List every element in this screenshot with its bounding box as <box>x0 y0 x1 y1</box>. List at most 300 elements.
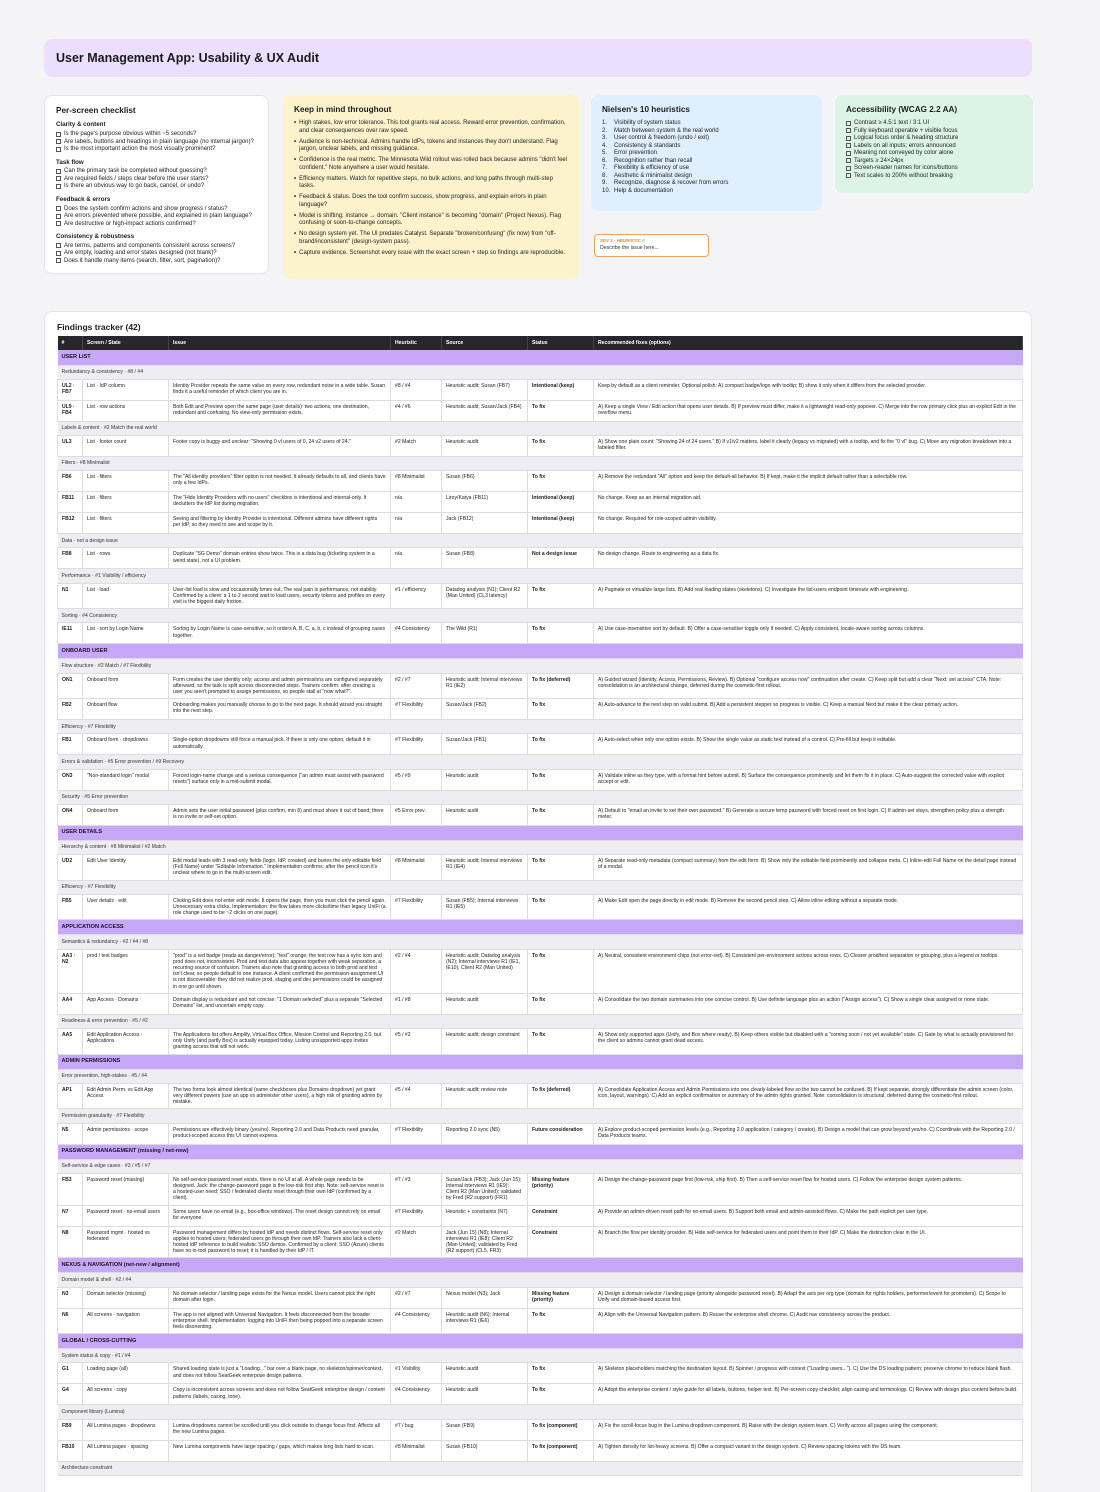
checklist-item <box>56 250 257 258</box>
recommended-fixes-cell: A) Fix the scroll-focus bug in the Lumina dropdown component. B) Raise with the design system team. C) Verify across all pages using the component. <box>594 1419 1023 1440</box>
group-label: Performance · #1 Visibility / efficiency <box>58 569 1023 583</box>
nielsen-list <box>602 120 811 195</box>
heuristic-cell: #2 Match <box>391 435 442 456</box>
finding-id-cell: FB12 <box>58 513 83 534</box>
issue-cell: The "Hide Identity Providers with no users" checkbox is intentional and internal-only. It declutters the IdP list during migration. <box>169 492 391 513</box>
recommended-fixes-cell: A) Show only supported apps (Unify, and Box where ready). B) Keep others visible but disabled with a "coming soon / not yet available" state. C) Gate by what is actually provisioned for the client so admins cannot grant dead access. <box>594 1029 1023 1055</box>
finding-id-cell: UL9 · FB4 <box>58 400 83 421</box>
bullet-icon: • <box>294 249 297 256</box>
issue-cell: No self-service password reset exists, there is no UI at all. A whole page needs to be designed. Jack: the change-password page is the low-risk first ship. Note: self-service reset is a hosted-user need; SSO / federated clients reset through their own IdP (confirmed by a client). <box>169 1173 391 1205</box>
heuristic-cell: #4 Consistency <box>391 1384 442 1405</box>
screen-state-cell: Password mgmt · hosted vs federated <box>83 1226 169 1258</box>
status-cell: To fix <box>528 949 594 993</box>
keep-in-mind-item <box>294 231 568 246</box>
table-row[interactable] <box>58 435 1023 456</box>
issue-cell: Both Edit and Preview open the same page (user details): two actions, one destination, redundant and confusing. No view-only permission exists. <box>169 400 391 421</box>
recommended-fixes-cell: A) Make Edit open the page directly in edit mode. B) Remove the second pencil step. C) Allow inline editing without a separate mode. <box>594 894 1023 920</box>
table-row[interactable] <box>58 513 1023 534</box>
source-cell: Heuristic audit; Susan (FB7) <box>442 379 528 400</box>
checkbox-icon[interactable] <box>56 147 61 152</box>
finding-id-cell: ON4 <box>58 804 83 825</box>
checkbox-icon[interactable] <box>846 166 851 171</box>
checkbox-icon[interactable] <box>846 158 851 163</box>
group-label: Semantics & redundancy · #2 / #4 / #8 <box>58 935 1023 949</box>
group-label: Architecture constraint <box>58 1461 1023 1475</box>
group-label: Redundancy & consistency · #8 / #4 <box>58 365 1023 379</box>
screen-state-cell: List · filters <box>83 513 169 534</box>
issue-cell: Identity Provider repeats the same value on every row, redundant noise in a wide table. Susan finds it a useful reminder of which client you are in. <box>169 379 391 400</box>
title-banner <box>44 39 1032 77</box>
heuristic-text: Flexibility & efficiency of use <box>614 165 689 172</box>
bullet-icon: • <box>294 157 297 164</box>
table-row[interactable] <box>58 1226 1023 1258</box>
group-label: Domain model & shell · #2 / #4 <box>58 1273 1023 1287</box>
issue-cell: Lumina dropdowns cannot be scrolled until you click outside to change focus first. Affects all the new Lumina pages. <box>169 1419 391 1440</box>
table-header-row <box>58 336 1023 350</box>
wcag-item-text: Text scales to 200% without breaking <box>854 172 953 179</box>
table-row[interactable] <box>58 1308 1023 1334</box>
table-row[interactable] <box>58 993 1023 1014</box>
keep-in-mind-item <box>294 139 568 154</box>
issue-cell: Edit modal leads with 3 read-only fields (login, IdP, created) and buries the only editable field (Full Name) under "Editable Information." Implementation confirms: after the pencil icon it's unclear where to go in the multi-screen edit. <box>169 854 391 880</box>
source-cell: Heuristic audit; design constraint <box>442 1029 528 1055</box>
recommended-fixes-cell: A) Neutral, consistent environment chips (not error-red). B) Consistent per-environment actions across rows. C) Clearer prod/test separation or grouping, plus a legend or tooltips. <box>594 949 1023 993</box>
bullet-icon: • <box>294 212 297 219</box>
group-row <box>58 534 1023 548</box>
keep-in-mind-item <box>294 176 568 191</box>
checkbox-icon[interactable] <box>56 169 61 174</box>
screen-state-cell: List · row actions <box>83 400 169 421</box>
column-header: Source <box>442 336 528 350</box>
table-row[interactable] <box>58 1123 1023 1144</box>
table-row[interactable] <box>58 673 1023 699</box>
checkbox-icon[interactable] <box>56 176 61 181</box>
table-row[interactable] <box>58 949 1023 993</box>
status-cell: To fix <box>528 1308 594 1334</box>
screen-state-cell: List · rows <box>83 548 169 569</box>
wcag-item <box>846 135 1022 143</box>
issue-cell: Duplicate "SG Demo" domain entries show twice. This is a data bug (ticketing system in a weird state), not a UI problem. <box>169 548 391 569</box>
column-header: Heuristic <box>391 336 442 350</box>
group-label: Hierarchy & content · #8 Minimalist / #2 Match <box>58 840 1023 854</box>
findings-table <box>57 336 1023 1476</box>
table-row[interactable] <box>58 1083 1023 1109</box>
group-label: Permission granularity · #7 Flexibility <box>58 1109 1023 1123</box>
status-cell: Missing feature (priority) <box>528 1287 594 1308</box>
heuristic-cell: #4 Consistency <box>391 1308 442 1334</box>
heuristic-cell: #2 / #4 <box>391 949 442 993</box>
checklist-item <box>56 213 257 221</box>
group-row <box>58 609 1023 623</box>
group-label: Filters · #8 Minimalist <box>58 456 1023 470</box>
table-row[interactable] <box>58 1205 1023 1226</box>
heuristic-item <box>602 120 811 128</box>
table-row[interactable] <box>58 854 1023 880</box>
heuristic-cell: #1 Visibility <box>391 1363 442 1384</box>
heuristic-cell: #7 Flexibility <box>391 699 442 720</box>
group-label: Readiness & error prevention · #5 / #2 <box>58 1014 1023 1028</box>
finding-id-cell: FB2 <box>58 699 83 720</box>
group-row <box>58 569 1023 583</box>
table-row[interactable] <box>58 471 1023 492</box>
heuristic-item <box>602 128 811 136</box>
checkbox-icon[interactable] <box>56 243 61 248</box>
status-cell: Not a design issue <box>528 548 594 569</box>
group-row <box>58 456 1023 470</box>
group-row <box>58 755 1023 769</box>
recommended-fixes-cell: A) Explore product-scoped permission levels (e.g., Reporting 2.0 application / category / creator). B) Design a model that can grow beyond yes/no. C) Coordinate with the Reporting 2.0 / Data Products teams. <box>594 1123 1023 1144</box>
issue-cell: No domain selector / landing page exists for the Nexus model. Users cannot pick the right domain after login. <box>169 1287 391 1308</box>
group-row <box>58 1405 1023 1419</box>
wcag-item-text: Fully keyboard operable + visible focus <box>854 127 958 134</box>
table-row[interactable] <box>58 1419 1023 1440</box>
screen-state-cell: Edit Application Access · Applications <box>83 1029 169 1055</box>
heuristic-cell: #8 Minimalist <box>391 854 442 880</box>
status-cell: To fix <box>528 1384 594 1405</box>
section-label: PASSWORD MANAGEMENT (missing / net-new) <box>58 1144 1023 1159</box>
keep-in-mind-text: Model is shifting: instance → domain. "Client instance" is becoming "domain" (Project Nexus). Flag confusing or soon-to-change concepts. <box>299 212 562 227</box>
recommended-fixes-cell: A) Validate inline as they type, with a format hint before submit. B) Surface the consequence prominently and let them fix it in place. C) Auto-suggest the corrected value with explicit accept or edit. <box>594 769 1023 790</box>
wcag-item <box>846 150 1022 158</box>
status-cell: To fix (component) <box>528 1419 594 1440</box>
table-row[interactable] <box>58 583 1023 609</box>
checklist-item-text: Is the page's purpose obvious within ~5 seconds? <box>64 131 197 137</box>
table-row[interactable] <box>58 492 1023 513</box>
table-body <box>58 350 1023 1475</box>
group-row <box>58 421 1023 435</box>
checkbox-icon[interactable] <box>56 214 61 219</box>
heuristic-number: 1. <box>602 120 608 127</box>
group-label: Labels & content · #2 Match the real world <box>58 421 1023 435</box>
recommended-fixes-cell: A) Provide an admin-driven reset path for no-email users. B) Support both email and admin-assisted flows. C) Make the path explicit per user type. <box>594 1205 1023 1226</box>
source-cell: Susan (FB8) <box>442 548 528 569</box>
checklist-item <box>56 168 257 176</box>
issue-cell: "prod" is a red badge (reads as danger/error); "test" orange; the test row has a sync icon and prod does not, inconsistent. Prod and test data also appear together with weak separation, a recurring source of confusion. Trainers also note that granting access to both prod and test isn't clear, so people default to one instance. A client confirmed the permission-assignment UI is not discoverable: they did not realize prod, staging and dev permissions could be assigned in one go until shown. <box>169 949 391 993</box>
group-label: Sorting · #4 Consistency <box>58 609 1023 623</box>
checkbox-icon[interactable] <box>56 184 61 189</box>
checklist-section-title: Feedback & errors <box>56 195 111 203</box>
screen-state-cell: List · sort by Login Name <box>83 623 169 644</box>
source-cell: Susan (FB9) <box>442 1419 528 1440</box>
wcag-item-text: Contrast ≥ 4.5:1 text / 3:1 UI <box>854 120 929 127</box>
heuristic-cell: #7 Flexibility <box>391 1205 442 1226</box>
finding-id-cell: FB10 <box>58 1440 83 1461</box>
issue-cell: Domain display is redundant and not concise: "1 Domain selected" plus a separate "Selected Domains" list, and uncertain empty copy. <box>169 993 391 1014</box>
heuristic-number: 9. <box>602 180 608 187</box>
keep-in-mind-item <box>294 213 568 228</box>
recommended-fixes-cell: A) Paginate or virtualize large lists. B) Add real loading states (skeletons). C) Investigate the list-users endpoint timeouts with engineering. <box>594 583 1023 609</box>
status-cell: To fix <box>528 435 594 456</box>
keep-in-mind-list <box>294 120 568 257</box>
wcag-list <box>846 120 1022 180</box>
issue-cell: Onboarding makes you manually choose to go to the next page. It should wizard you straight into the next step. <box>169 699 391 720</box>
screen-state-cell: Onboard form · dropdowns <box>83 734 169 755</box>
checkbox-icon[interactable] <box>56 206 61 211</box>
recommended-fixes-cell: A) Separate read-only metadata (compact summary) from the edit form. B) Show only the editable field prominently and collapse meta. C) Inline-edit Full Name on the detail page instead of a modal. <box>594 854 1023 880</box>
issue-cell: Shared loading state is just a "Loading..." bar over a blank page, no skeleton/spinner/context, and does not follow SeatGeek enterprise design patterns. <box>169 1363 391 1384</box>
status-cell: To fix <box>528 734 594 755</box>
checkbox-icon[interactable] <box>846 128 851 133</box>
heuristic-text: User control & freedom (undo / exit) <box>614 135 710 142</box>
wcag-card <box>835 95 1033 193</box>
recommended-fixes-cell: A) Guided wizard (Identity, Access, Permissions, Review). B) Optional "configure access now" continuation after create. C) Keep split but add a clear "Next: set access" CTA. Note: consolidation is an architectural change, deferred during the cosmetic-first rollout. <box>594 673 1023 699</box>
checklist-item-text: Are required fields / steps clear before the user starts? <box>64 175 209 182</box>
heuristic-item <box>602 158 811 166</box>
checklist-section-title: Clarity & content <box>56 121 106 129</box>
heuristic-item <box>602 180 811 188</box>
table-row[interactable] <box>58 548 1023 569</box>
screen-state-cell: Onboard form <box>83 673 169 699</box>
wcag-item <box>846 173 1022 181</box>
table-row[interactable] <box>58 1287 1023 1308</box>
issue-cell: New Lumina components have large spacing / gaps, which makes long lists hard to scan. <box>169 1440 391 1461</box>
table-row[interactable] <box>58 1384 1023 1405</box>
section-row <box>58 1258 1023 1273</box>
checklist-item-text: Are destructive or high-impact actions confirmed? <box>64 220 196 227</box>
source-cell: The Wild (R1) <box>442 623 528 644</box>
heuristic-cell: #5 / #4 <box>391 1083 442 1109</box>
section-row <box>58 350 1023 365</box>
heuristic-cell: #5 Error prev. <box>391 804 442 825</box>
source-cell: Heuristic audit <box>442 769 528 790</box>
finding-id-cell: UL2 · FB7 <box>58 379 83 400</box>
table-row[interactable] <box>58 1029 1023 1055</box>
recommended-fixes-cell: A) Consolidate the two domain summaries into one concise control. B) Use definite language plus an action ("Assign access"). C) Show a single clear assigned or none state. <box>594 993 1023 1014</box>
status-cell: To fix <box>528 471 594 492</box>
checkbox-icon[interactable] <box>846 173 851 178</box>
heuristic-cell: #7 / #3 <box>391 1173 442 1205</box>
issue-cell: Some users have no email (e.g., box-office windows). The reset design cannot rely on email for everyone. <box>169 1205 391 1226</box>
wcag-item <box>846 165 1022 173</box>
status-cell: To fix <box>528 804 594 825</box>
finding-id-cell: AA4 <box>58 993 83 1014</box>
recommended-fixes-cell: No change. Required for role-scoped admin visibility. <box>594 513 1023 534</box>
checkbox-icon[interactable] <box>56 258 61 263</box>
column-header: Recommended fixes (options) <box>594 336 1023 350</box>
finding-id-cell: AP1 <box>58 1083 83 1109</box>
group-row <box>58 365 1023 379</box>
table-row[interactable] <box>58 734 1023 755</box>
keep-in-mind-item <box>294 194 568 209</box>
checklist-section-title: Task flow <box>56 158 84 166</box>
screen-state-cell: Onboard flow <box>83 699 169 720</box>
nielsen-heuristics-card <box>591 95 822 211</box>
issue-cell: The two forms look almost identical (same checkboxes plus Domains dropdown) yet grant very different powers (use an app vs administer other users), a high risk of granting admin by mistake. <box>169 1083 391 1109</box>
severity-note-template[interactable] <box>594 234 709 257</box>
keep-in-mind-text: Capture evidence. Screenshot every issue with the exact screen + step so findings are reproducible. <box>299 249 566 256</box>
issue-cell: Copy is inconsistent across screens and does not follow SeatGeek enterprise design / content patterns (labels, casing, tone). <box>169 1384 391 1405</box>
source-cell: Heuristic audit; Datadog analysis (N2); Internal interviews R1 (IE1, IE10); Client R2 (Man United) <box>442 949 528 993</box>
checklist-item-text: Is there an obvious way to go back, cancel, or undo? <box>64 183 205 190</box>
table-row[interactable] <box>58 769 1023 790</box>
source-cell: Jack (Jun 15) (N8); Internal interviews R1 (IE8); Client R2 (Man United); validated by Fred (R2 support) (CL5, FR3) <box>442 1226 528 1258</box>
checkbox-icon[interactable] <box>56 139 61 144</box>
checklist-item <box>56 206 257 214</box>
source-cell: Susan (FB6) <box>442 471 528 492</box>
heuristic-cell: #7 Flexibility <box>391 734 442 755</box>
checkbox-icon[interactable] <box>846 121 851 126</box>
heuristic-cell: #2 / #7 <box>391 673 442 699</box>
recommended-fixes-cell: A) Design a domain selector / landing page (priority alongside password reset). B) Adapt the axis per org type (domain for rights holders, performer/event for promoters). C) Scope to Unify and domain-based access first. <box>594 1287 1023 1308</box>
status-cell: Constraint <box>528 1226 594 1258</box>
group-row <box>58 1273 1023 1287</box>
screen-state-cell: Domain selector (missing) <box>83 1287 169 1308</box>
keep-in-mind-text: Audience is non-technical. Admins handle IdPs, tokens and instances they don't understand. Flag jargon, unclear labels, and missing guidance. <box>299 138 558 153</box>
wcag-title: Accessibility (WCAG 2.2 AA) <box>846 105 958 114</box>
keep-in-mind-text: No design system yet. The UI predates Catalyst. Separate "broken/confusing" (fix now) from "off-brand/inconsistent" (design-system pass). <box>299 231 556 245</box>
bullet-icon: • <box>294 138 297 145</box>
wcag-item <box>846 128 1022 136</box>
status-cell: To fix <box>528 623 594 644</box>
checklist-item <box>56 131 257 139</box>
section-label: APPLICATION ACCESS <box>58 920 1023 935</box>
recommended-fixes-cell: A) Adopt the enterprise content / style guide for all labels, buttons, helper text. B) Per-screen copy checklist; align casing and terminology. C) Review with design plus content before build. <box>594 1384 1023 1405</box>
heuristic-cell: n/a <box>391 513 442 534</box>
table-row[interactable] <box>58 623 1023 644</box>
table-row[interactable] <box>58 1173 1023 1205</box>
group-row <box>58 1349 1023 1363</box>
heuristic-number: 5. <box>602 150 608 157</box>
heuristic-text: Recognition rather than recall <box>614 157 693 164</box>
recommended-fixes-cell: A) Design the change-password page first (low-risk, ship first). B) Then a self-service reset flow for hosted users. C) Follow the enterprise design system patterns. <box>594 1173 1023 1205</box>
issue-cell: Forced login-name change and a serious consequence ("an admin must assist with password resets") surface only in a mid-submit modal. <box>169 769 391 790</box>
screen-state-cell: List · footer count <box>83 435 169 456</box>
keep-in-mind-text: Confidence is the real metric. The Minnesota Wild rollout was rolled back because admins "didn't feel confident." Note anywhere a user would hesitate. <box>299 157 568 171</box>
issue-cell: Form creates the user identity only; access and admin permissions are configured separately afterward, so the task is split across disconnected steps. Trainers confirm: after creating a user you aren't prompted to assign permissions, so people stall at "now what?". <box>169 673 391 699</box>
screen-state-cell: User details · edit <box>83 894 169 920</box>
checklist-body <box>56 121 257 265</box>
source-cell: Susan/Jack (FB2) <box>442 699 528 720</box>
heuristic-text: Consistency & standards <box>614 142 681 149</box>
status-cell: To fix (deferred) <box>528 1083 594 1109</box>
checklist-item-text: Are errors prevented where possible, and explained in plain language? <box>64 213 252 219</box>
wcag-item-text: Screen-reader names for icons/buttons <box>854 165 958 172</box>
checklist-item-text: Is the most important action the most visually prominent? <box>64 146 216 152</box>
status-cell: Constraint <box>528 1205 594 1226</box>
source-cell: Datadog analysis (N1); Client R2 (Man United) (CL3 latency) <box>442 583 528 609</box>
heuristic-item <box>602 143 811 151</box>
status-cell: To fix <box>528 583 594 609</box>
checklist-item-text: Are labels, buttons and headings in plain language (no internal jargon)? <box>64 138 254 145</box>
group-label: System status & copy · #1 / #4 <box>58 1349 1023 1363</box>
recommended-fixes-cell: A) Auto-advance to the next step on valid submit. B) Add a persistent stepper so progress is visible. C) Keep a manual Next but make it the clear primary action. <box>594 699 1023 720</box>
group-row <box>58 1069 1023 1083</box>
finding-id-cell: UD2 <box>58 854 83 880</box>
screen-state-cell: prod / test badges <box>83 949 169 993</box>
column-header: Status <box>528 336 594 350</box>
table-row[interactable] <box>58 894 1023 920</box>
table-row[interactable] <box>58 804 1023 825</box>
checkbox-icon[interactable] <box>846 151 851 156</box>
group-label: Data · not a design issue <box>58 534 1023 548</box>
source-cell: Heuristic + constraints (N7) <box>442 1205 528 1226</box>
group-row <box>58 880 1023 894</box>
status-cell: To fix (component) <box>528 1440 594 1461</box>
checklist-item <box>56 146 257 154</box>
checklist-item <box>56 221 257 229</box>
issue-cell: Password management differs by hosted IdP and needs distinct flows. Self-service reset only applies to hosted users; federated users go through their own IdP. Trainers also lack a client-hosted IdP reference to build realistic SSO demos. Confirmed by a client: SSO (Azure) clients have no in-tool password to reset; it is handled by their IdP / IT. <box>169 1226 391 1258</box>
group-label: Security · #5 Error prevention <box>58 790 1023 804</box>
screen-state-cell: All screens · navigation <box>83 1308 169 1334</box>
screen-state-cell: Edit Admin Perm. vs Edit App Access <box>83 1083 169 1109</box>
section-label: NEXUS & NAVIGATION (net-new / alignment) <box>58 1258 1023 1273</box>
checklist-item-text: Does the system confirm actions and show progress / status? <box>64 205 228 212</box>
recommended-fixes-cell: A) Consolidate Application Access and Admin Permissions into one clearly-labeled flow so the two cannot be confused. B) If kept separate, strongly differentiate the admin screen (color, icon, layout, warnings). C) Add an explicit confirmation or summary of the admin rights granted. Note: consolidation is structural, deferred during the cosmetic-first rollout. <box>594 1083 1023 1109</box>
table-row[interactable] <box>58 699 1023 720</box>
section-label: USER DETAILS <box>58 825 1023 840</box>
severity-note-text[interactable]: Describe the issue here... <box>600 245 659 251</box>
heuristic-cell: n/a <box>391 492 442 513</box>
finding-id-cell: FB5 <box>58 894 83 920</box>
checklist-item-text: Does it handle many items (search, filter, sort, pagination)? <box>64 257 221 264</box>
status-cell: Intentional (keep) <box>528 513 594 534</box>
wcag-item <box>846 143 1022 151</box>
finding-id-cell: AA3 · N2 <box>58 949 83 993</box>
heuristic-number: 8. <box>602 172 608 179</box>
finding-id-cell: N8 <box>58 1226 83 1258</box>
source-cell: Liroy/Katya (FB11) <box>442 492 528 513</box>
issue-cell: Footer copy is buggy and unclear: "Showing 0 vl users of 0, 24 v2 users of 24." <box>169 435 391 456</box>
group-label: Error prevention, high-stakes · #5 / #4 <box>58 1069 1023 1083</box>
finding-id-cell: ON1 <box>58 673 83 699</box>
finding-id-cell: N6 <box>58 1308 83 1334</box>
keep-in-mind-text: Efficiency matters. Watch for repetitive steps, no bulk actions, and long paths through multi-step tasks. <box>299 175 553 190</box>
checkbox-icon[interactable] <box>56 221 61 226</box>
finding-id-cell: FB11 <box>58 492 83 513</box>
table-row[interactable] <box>58 1440 1023 1461</box>
screen-state-cell: Password reset · no-email users <box>83 1205 169 1226</box>
source-cell: Susan/Jack (FB3); Jack (Jun 15); Internal interviews R1 (IE9); Client R2 (Man United); validated by Fred (R2 support) (FR1) <box>442 1173 528 1205</box>
section-row <box>58 1054 1023 1069</box>
table-row[interactable] <box>58 379 1023 400</box>
screen-state-cell: All Lumina pages · dropdowns <box>83 1419 169 1440</box>
checkbox-icon[interactable] <box>56 132 61 137</box>
heuristic-cell: #5 / #2 <box>391 1029 442 1055</box>
heuristic-number: 2. <box>602 127 608 134</box>
severity-note-label: SEV 2 · HEURISTIC # <box>600 238 645 243</box>
screen-state-cell: List · IdP column <box>83 379 169 400</box>
status-cell: To fix <box>528 1363 594 1384</box>
heuristic-item <box>602 150 811 158</box>
heuristic-cell: n/a <box>391 548 442 569</box>
checklist-item <box>56 258 257 266</box>
heuristic-cell: #7 Flexibility <box>391 1123 442 1144</box>
finding-id-cell: IE11 <box>58 623 83 644</box>
tracker-title: Findings tracker (42) <box>57 322 141 332</box>
heuristic-number: 3. <box>602 135 608 142</box>
table-row[interactable] <box>58 1363 1023 1384</box>
wcag-item-text: Logical focus order & heading structure <box>854 135 959 142</box>
issue-cell: The Applications list offers Amplify, Virtual Box Office, Mission Control and Reporting 2.0, but only Unify (and partly Box) is actually equipped today. Listing unsupported apps invites granting access that will not work. <box>169 1029 391 1055</box>
checklist-item-text: Are empty, loading and error states designed (not blank)? <box>64 250 217 257</box>
heuristic-cell: #8 Minimalist <box>391 471 442 492</box>
table-row[interactable] <box>58 400 1023 421</box>
screen-state-cell: All screens · copy <box>83 1384 169 1405</box>
checkbox-icon[interactable] <box>56 251 61 256</box>
section-row <box>58 920 1023 935</box>
group-row <box>58 1461 1023 1475</box>
column-header: # <box>58 336 83 350</box>
checkbox-icon[interactable] <box>846 136 851 141</box>
screen-state-cell: "Non-standard login" modal <box>83 769 169 790</box>
group-label: Efficiency · #7 Flexibility <box>58 880 1023 894</box>
checkbox-icon[interactable] <box>846 143 851 148</box>
checklist-item-text: Can the primary task be completed without guessing? <box>64 168 207 175</box>
screen-state-cell: Admin permissions · scope <box>83 1123 169 1144</box>
recommended-fixes-cell: A) Branch the flow per identity provider. B) Hide self-service for federated users and point them to their IdP. C) Make the distinction clear in the UI. <box>594 1226 1023 1258</box>
heuristic-number: 10. <box>602 187 611 194</box>
group-row <box>58 720 1023 734</box>
